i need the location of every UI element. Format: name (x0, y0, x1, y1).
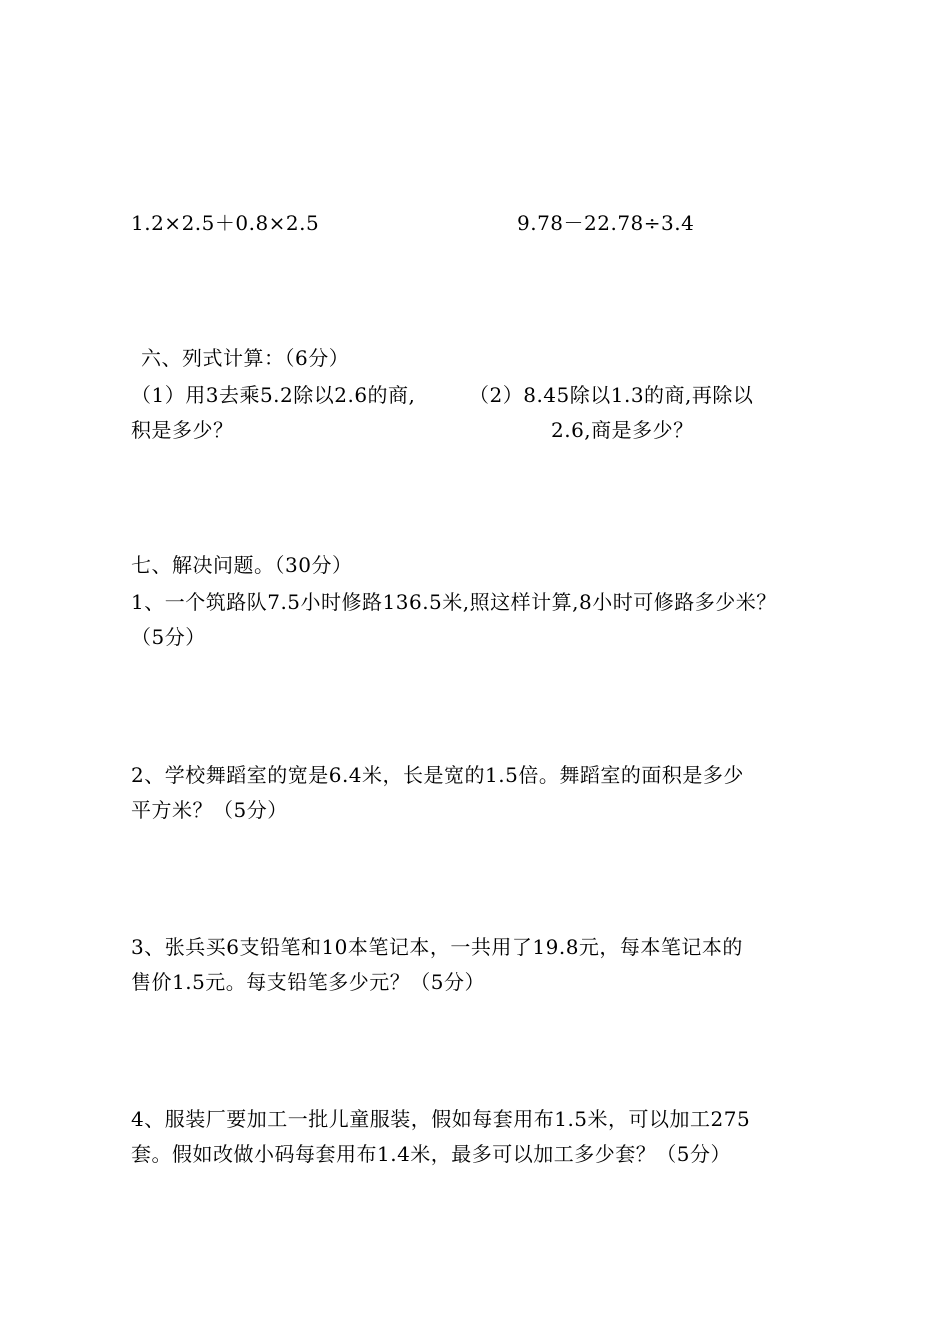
section-6-question-1-line-2: 积是多少？ (131, 418, 234, 442)
problem-3-line-2: 售价1.5元。每支铅笔多少元？（5分） (131, 970, 486, 994)
problem-2-line-2: 平方米？（5分） (131, 798, 288, 822)
section-7-heading: 七、解决问题。（30分） (131, 553, 353, 577)
problem-2-line-1: 2、学校舞蹈室的宽是6.4米，长是宽的1.5倍。舞蹈室的面积是多少 (131, 763, 744, 787)
section-6-heading: 六、列式计算：（6分） (141, 346, 350, 370)
section-6-question-2-line-2: 2.6,商是多少？ (551, 418, 694, 442)
section-6-question-2-line-1: （2）8.45除以1.3的商,再除以 (469, 383, 754, 407)
problem-1-line-2: （5分） (131, 625, 206, 649)
calc-expression-left: 1.2×2.5＋0.8×2.5 (131, 211, 320, 235)
problem-4-line-2: 套。假如改做小码每套用布1.4米，最多可以加工多少套？（5分） (131, 1142, 732, 1166)
problem-3-line-1: 3、张兵买6支铅笔和10本笔记本，一共用了19.8元，每本笔记本的 (131, 935, 743, 959)
problem-1-line-1: 1、一个筑路队7.5小时修路136.5米,照这样计算,8小时可修路多少米？ (131, 590, 777, 614)
section-6-question-1-line-1: （1）用3去乘5.2除以2.6的商, (131, 383, 416, 407)
problem-4-line-1: 4、服装厂要加工一批儿童服装，假如每套用布1.5米，可以加工275 (131, 1107, 751, 1131)
calc-expression-right: 9.78－22.78÷3.4 (517, 211, 695, 235)
